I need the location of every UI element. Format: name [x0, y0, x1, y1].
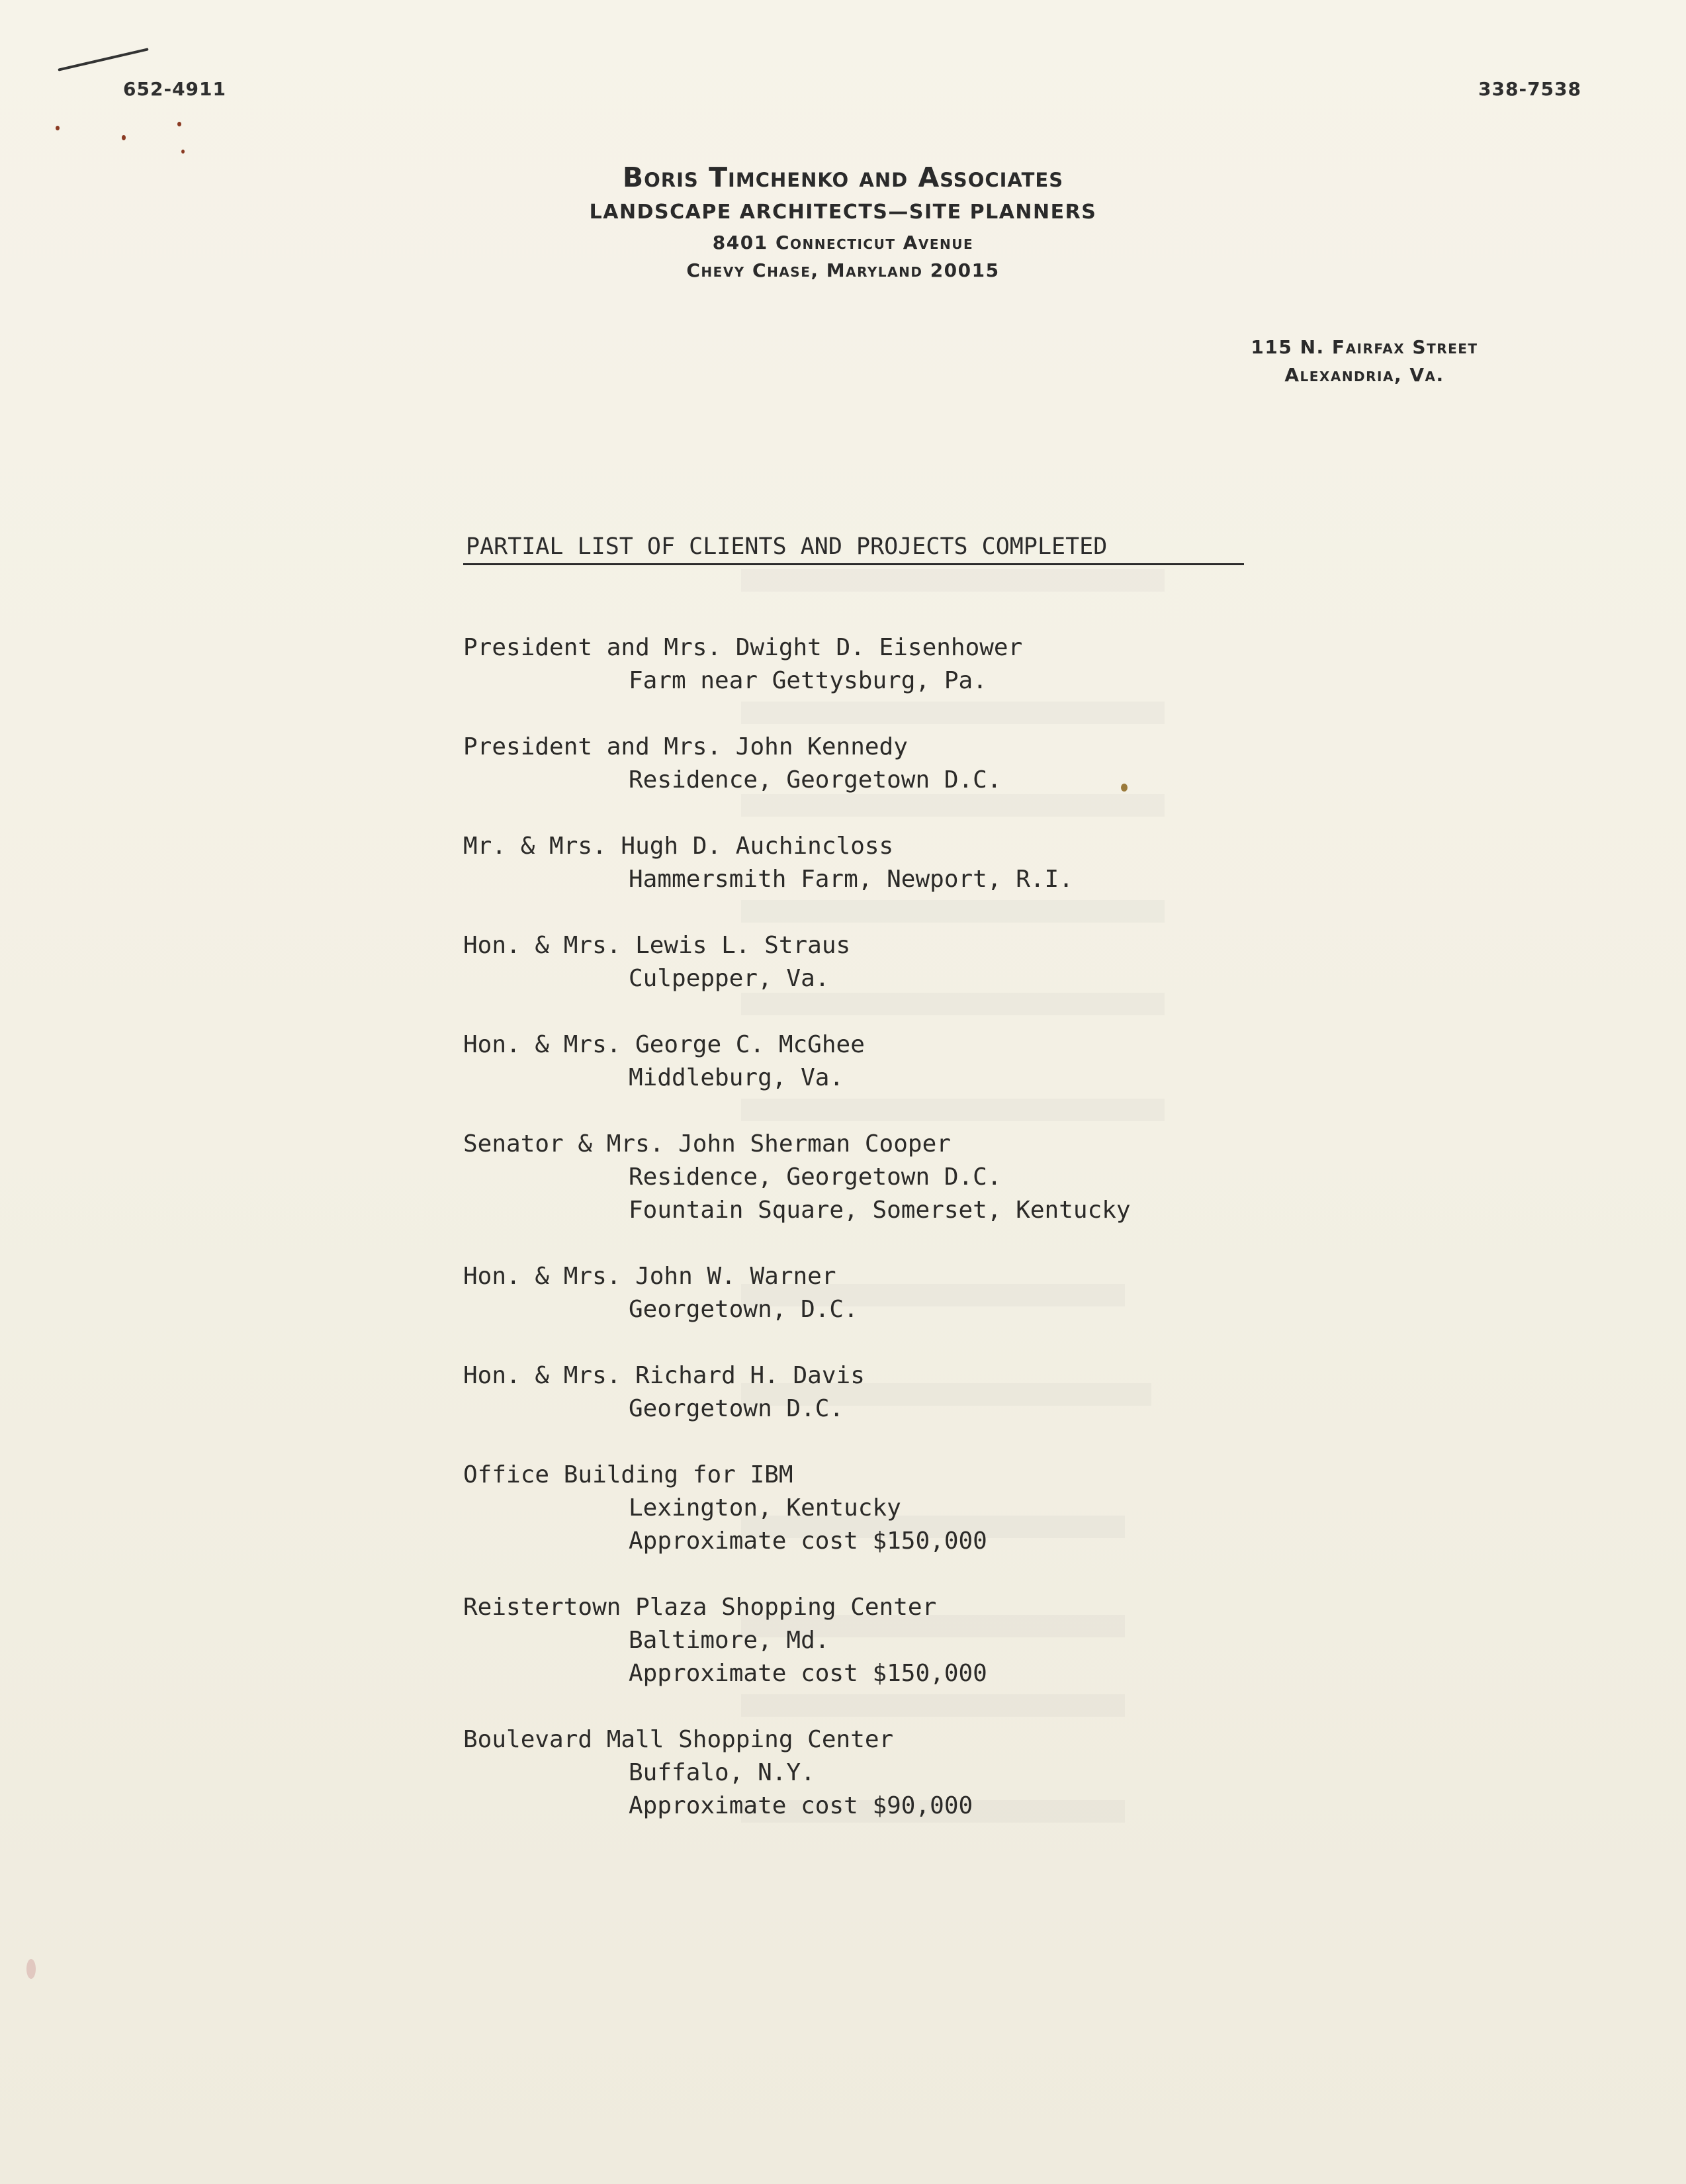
phone-number-right: 338-7538: [1478, 78, 1581, 100]
firm-tagline: LANDSCAPE ARCHITECTS—SITE PLANNERS: [589, 201, 1097, 224]
client-entry: [463, 1359, 1323, 1426]
phone-number-left: 652-4911: [123, 78, 226, 100]
project-detail: Culpepper, Va.: [629, 965, 830, 992]
client-name: Boulevard Mall Shopping Center: [463, 1726, 894, 1753]
client-name: President and Mrs. Dwight D. Eisenhower: [463, 634, 1023, 661]
project-detail: Baltimore, Md.: [629, 1627, 830, 1654]
client-entry: [463, 1260, 1323, 1326]
branch-address-line-2: Alexandria, Va.: [1284, 364, 1444, 386]
project-cost: Approximate cost $150,000: [629, 1660, 987, 1687]
client-name: Senator & Mrs. John Sherman Cooper: [463, 1130, 951, 1158]
branch-address-line-1: 115 N. Fairfax Street: [1251, 336, 1478, 358]
client-name: Hon. & Mrs. Lewis L. Straus: [463, 932, 851, 959]
client-entry: [463, 1459, 1323, 1558]
client-name: President and Mrs. John Kennedy: [463, 733, 908, 760]
client-name: Office Building for IBM: [463, 1461, 793, 1488]
project-detail: Middleburg, Va.: [629, 1064, 844, 1091]
client-entry: [463, 929, 1323, 995]
project-detail: Farm near Gettysburg, Pa.: [629, 667, 987, 694]
rust-spot: [56, 126, 60, 130]
client-name: Reistertown Plaza Shopping Center: [463, 1594, 937, 1621]
bleed-through-line: [741, 569, 1165, 592]
client-entry: [463, 830, 1323, 896]
title-underline: [463, 563, 1244, 565]
project-detail: Georgetown, D.C.: [629, 1296, 858, 1323]
client-entry: [463, 1028, 1323, 1095]
project-detail: Residence, Georgetown D.C.: [629, 766, 1002, 794]
client-entry: [463, 731, 1323, 797]
project-detail: Lexington, Kentucky: [629, 1494, 901, 1522]
project-detail: Hammersmith Farm, Newport, R.I.: [629, 866, 1073, 893]
client-entry: [463, 631, 1323, 698]
client-entry: [463, 1723, 1323, 1823]
client-name: Mr. & Mrs. Hugh D. Auchincloss: [463, 833, 894, 860]
rust-spot: [122, 135, 126, 140]
client-entry: [463, 1128, 1323, 1227]
rust-spot: [181, 150, 185, 154]
project-detail: Georgetown D.C.: [629, 1395, 844, 1422]
document-title: PARTIAL LIST OF CLIENTS AND PROJECTS COMPLETED: [466, 533, 1108, 560]
rust-spot: [177, 122, 181, 126]
project-detail: Residence, Georgetown D.C.: [629, 1163, 1002, 1191]
branch-address: [1225, 334, 1503, 389]
firm-address-line-2: Chevy Chase, Maryland 20015: [686, 259, 1000, 281]
client-list: [463, 631, 1323, 1856]
client-entry: [463, 1591, 1323, 1690]
client-name: Hon. & Mrs. John W. Warner: [463, 1263, 836, 1290]
project-detail: Fountain Square, Somerset, Kentucky: [629, 1197, 1131, 1224]
firm-name: Boris Timchenko and Associates: [622, 161, 1064, 193]
pink-smudge: [26, 1959, 36, 1979]
letterhead: [0, 159, 1686, 285]
project-detail: Buffalo, N.Y.: [629, 1759, 815, 1786]
project-cost: Approximate cost $90,000: [629, 1792, 973, 1819]
client-name: Hon. & Mrs. Richard H. Davis: [463, 1362, 865, 1389]
firm-address-line-1: 8401 Connecticut Avenue: [712, 232, 974, 253]
client-name: Hon. & Mrs. George C. McGhee: [463, 1031, 865, 1058]
project-cost: Approximate cost $150,000: [629, 1527, 987, 1555]
